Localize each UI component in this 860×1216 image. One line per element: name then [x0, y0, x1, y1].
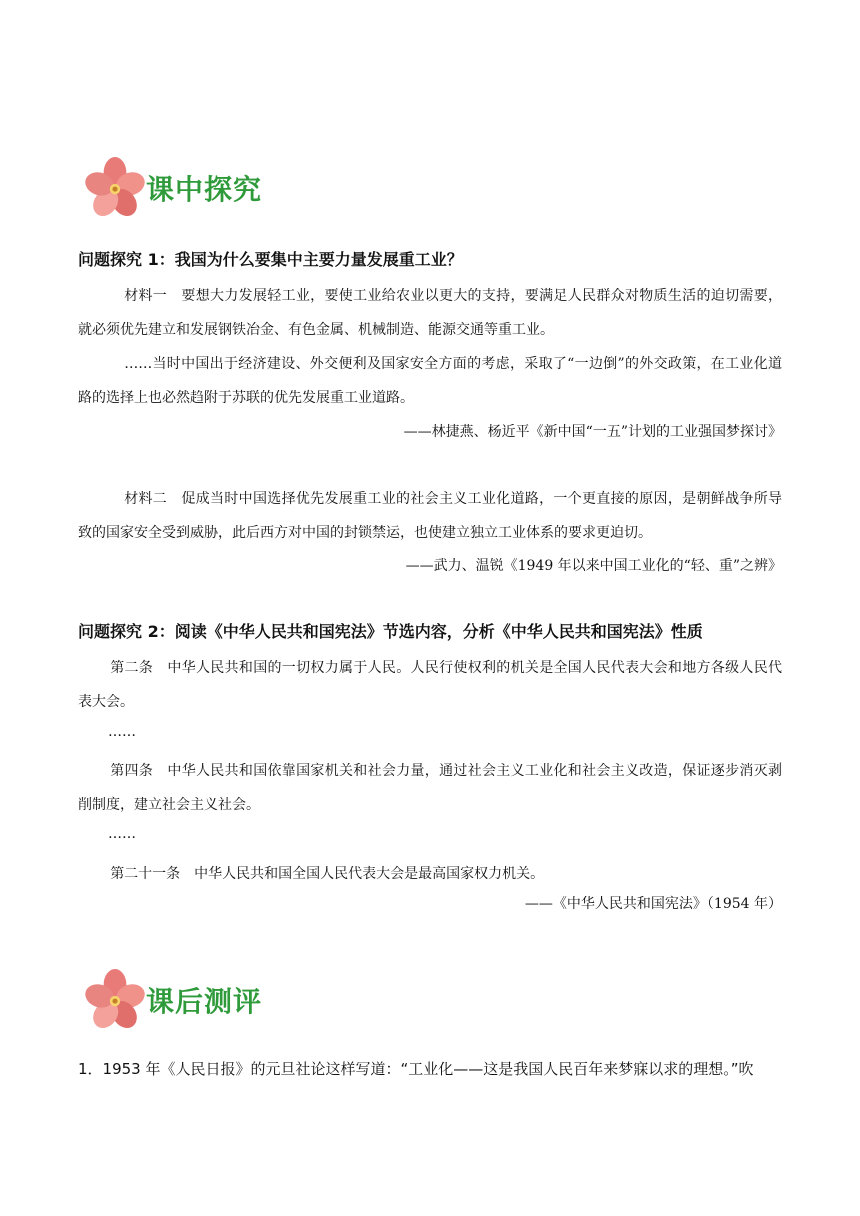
test-question-1: 1．1953 年《人民日报》的元旦社论这样写道：“工业化——这是我国人民百年来梦寐以求的理想。”吹: [78, 1060, 754, 1078]
flower-icon: [84, 156, 146, 218]
constitution-source: ——《中华人民共和国宪法》（1954 年）: [524, 896, 782, 912]
material-1-paragraph-1: 材料一 要想大力发展轻工业，要使工业给农业以更大的支持，要满足人民群众对物质生活的迫切需要，就必须优先建立和发展钢铁冶金、有色金属、机械制造、能源交通等重工业。: [78, 288, 782, 338]
constitution-article-2: 第二条 中华人民共和国的一切权力属于人民。人民行使权利的机关是全国人民代表大会和地方各级人民代表大会。: [78, 660, 782, 710]
ellipsis: ……: [108, 826, 136, 842]
question-heading-2: 问题探究 2：阅读《中华人民共和国宪法》节选内容，分析《中华人民共和国宪法》性质: [78, 622, 703, 641]
material-1-source: ——林捷燕、杨近平《新中国“一五”计划的工业强国梦探讨》: [403, 424, 782, 440]
section-title: 课中探究: [146, 173, 263, 206]
question-heading-1: 问题探究 1：我国为什么要集中主要力量发展重工业？: [78, 250, 463, 269]
section-title: 课后测评: [146, 985, 263, 1018]
ellipsis: ……: [108, 724, 136, 740]
material-2-source: ——武力、温锐《1949 年以来中国工业化的“轻、重”之辨》: [405, 558, 782, 574]
flower-icon: [84, 968, 146, 1030]
material-1-paragraph-2: ……当时中国出于经济建设、外交便利及国家安全方面的考虑，采取了“一边倒”的外交政策，在工业化道路的选择上也必然趋附于苏联的优先发展重工业道路。: [78, 356, 782, 406]
constitution-article-21: 第二十一条 中华人民共和国全国人民代表大会是最高国家权力机关。: [110, 866, 545, 882]
material-2-paragraph: 材料二 促成当时中国选择优先发展重工业的社会主义工业化道路，一个更直接的原因，是朝鲜战争所导致的国家安全受到威胁，此后西方对中国的封锁禁运，也使建立独立工业体系的要求更迫切。: [78, 491, 782, 541]
constitution-article-4: 第四条 中华人民共和国依靠国家机关和社会力量，通过社会主义工业化和社会主义改造，保证逐步消灭剥削制度，建立社会主义社会。: [78, 763, 782, 813]
